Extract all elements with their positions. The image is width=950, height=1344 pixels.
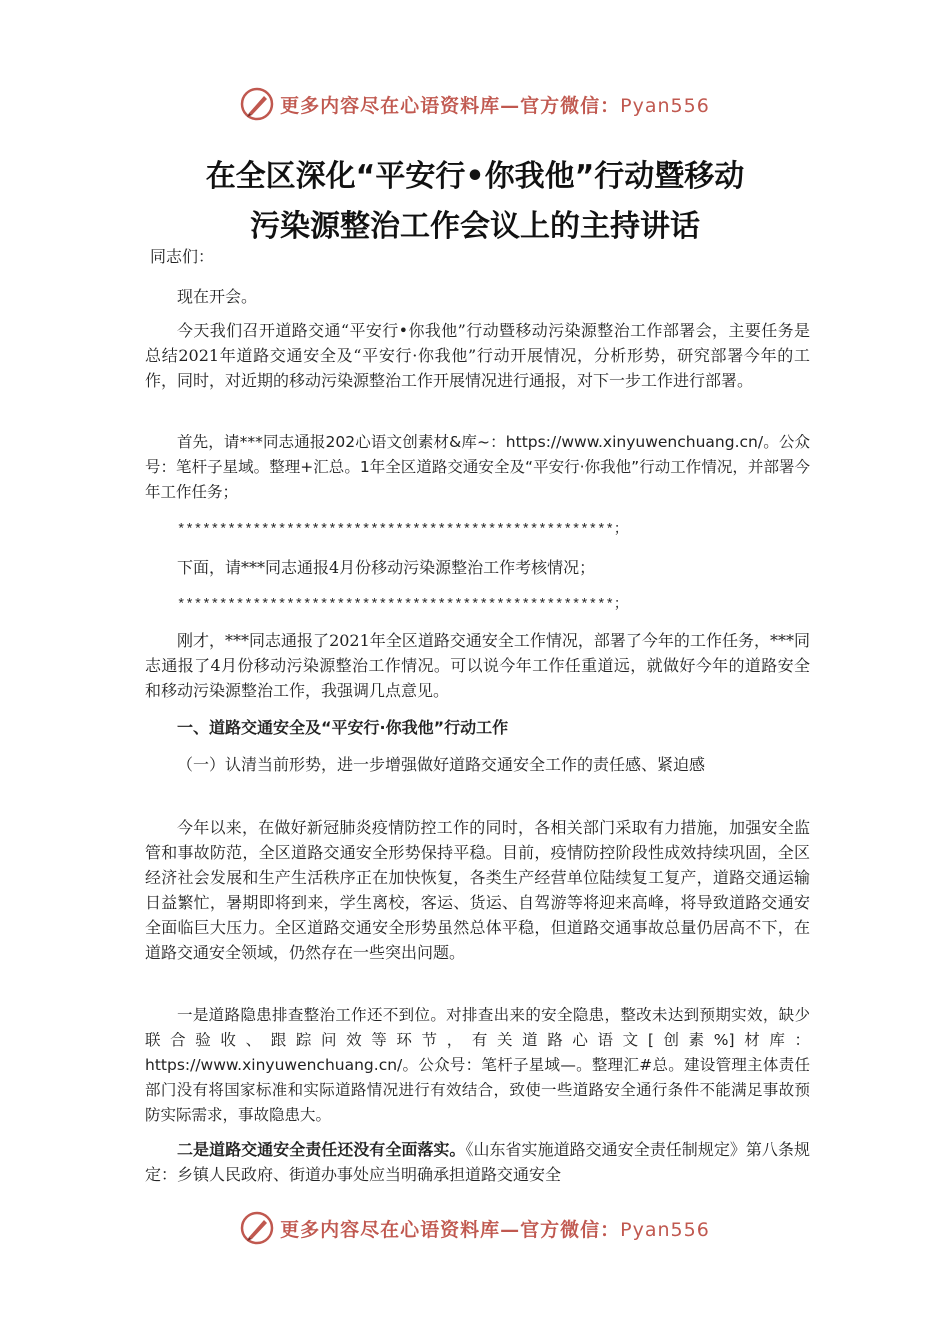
banner-text: 更多内容尽在心语资料库—官方微信：Pyan556 — [280, 94, 710, 117]
document-title-line-1: 在全区深化“平安行•你我他”行动暨移动 — [205, 159, 745, 194]
paragraph-first: 首先，请***同志通报202心语文创素材&库~：https://www.xinyuwenchuang.cn/。公众号：笔杆子星域。整理+汇总。1年全区道路交通安全及“平安行·你我他”行动工作情况，并部署今年工作任务； — [145, 433, 810, 501]
banner-text: 更多内容尽在心语资料库—官方微信：Pyan556 — [280, 1218, 710, 1241]
stars-line-2: ****************************************************； — [177, 597, 628, 613]
paragraph-next: 下面，请***同志通报4月份移动污染源整治工作考核情况； — [177, 558, 596, 577]
pen-logo-icon — [240, 1211, 274, 1245]
pen-logo-icon — [240, 87, 274, 121]
document-title-line-2: 污染源整治工作会议上的主持讲话 — [250, 209, 700, 244]
paragraph-just-now: 刚才，***同志通报了2021年全区道路交通安全工作情况，部署了今年的工作任务，***同志通报了4月份移动污染源整治工作情况。可以说今年工作任重道远，就做好今年的道路安全和移动污染源整治工作，我强调几点意见。 — [145, 631, 810, 700]
stars-line-1: ****************************************************； — [177, 522, 628, 538]
point-two-lead: 二是道路交通安全责任还没有全面落实。 — [177, 1140, 466, 1159]
paragraph-situation: 今年以来，在做好新冠肺炎疫情防控工作的同时，各相关部门采取有力措施，加强安全监管和事故防范，全区道路交通安全形势保持平稳。目前，疫情防控阶段性成效持续巩固，全区经济社会发展和生产生活秩序正在加快恢复，各类生产经营单位陆续复工复产，道路交通运输日益繁忙，暑期即将到来，学生离校，客运、货运、自驾游等将迎来高峰，将导致道路交通安全面临巨大压力。全区道路交通安全形势虽然总体平稳，但道路交通事故总量仍居高不下，在道路交通安全领域，仍然存在一些突出问题。 — [145, 818, 810, 962]
sub-heading-1: （一）认清当前形势，进一步增强做好道路交通安全工作的责任感、紧迫感 — [177, 755, 706, 774]
salutation: 同志们： — [150, 247, 215, 266]
paragraph-open: 现在开会。 — [177, 287, 258, 306]
footer-banner — [0, 1208, 950, 1248]
point-two-text: 《山东省实施道路交通安全责任制规定》第八条规定：乡镇人民政府、街道办事处应当明确承担道路交通安全 — [145, 1140, 810, 1184]
header-banner — [0, 84, 950, 124]
section-heading-1: 一、道路交通安全及“平安行·你我他”行动工作 — [177, 718, 509, 737]
paragraph-intro: 今天我们召开道路交通“平安行•你我他”行动暨移动污染源整治工作部署会，主要任务是总结2021年道路交通安全及“平安行·你我他”行动开展情况，分析形势，研究部署今年的工作，同时，对近期的移动污染源整治工作开展情况进行通报，对下一步工作进行部署。 — [145, 321, 810, 390]
paragraph-point-two — [145, 1137, 810, 1187]
paragraph-point-one: 一是道路隐患排查整治工作还不到位。对排查出来的安全隐患，整改未达到预期实效，缺少联合验收、跟踪问效等环节，有关道路心语文[创素%]材库：https://www.xinyuwenchuang.cn/。公众号：笔杆子星域—。整理汇#总。建设管理主体责任部门没有将国家标准和实际道路情况进行有效结合，致使一些道路安全通行条件不能满足事故预防实际需求，事故隐患大。 — [145, 1006, 810, 1124]
